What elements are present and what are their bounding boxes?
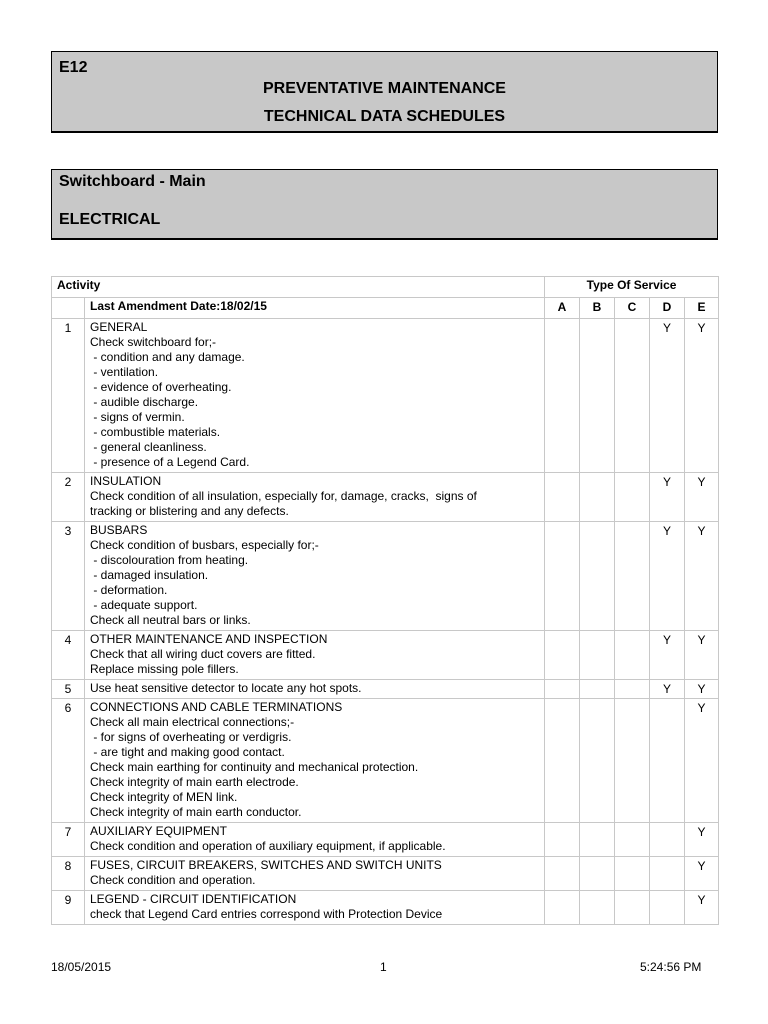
blank-cell <box>52 298 85 319</box>
service-b-cell <box>580 823 615 857</box>
activity-number: 8 <box>52 857 85 891</box>
service-c-cell <box>615 473 650 522</box>
activity-description <box>85 680 545 699</box>
service-c-cell <box>615 823 650 857</box>
service-col-e: E <box>685 298 719 319</box>
activity-description <box>85 473 545 522</box>
activity-line: - audible discharge. <box>90 395 199 409</box>
activity-number: 2 <box>52 473 85 522</box>
service-a-cell <box>545 857 580 891</box>
schedule-table <box>51 276 719 925</box>
activity-line: Check integrity of main earth electrode. <box>90 775 299 789</box>
activity-number: 9 <box>52 891 85 925</box>
activity-line: Check switchboard for;- <box>90 335 217 349</box>
activity-line: tracking or blistering and any defects. <box>90 504 289 518</box>
service-d-cell: Y <box>650 319 685 473</box>
activity-description <box>85 823 545 857</box>
footer-page-number: 1 <box>380 960 387 974</box>
service-a-cell <box>545 823 580 857</box>
service-b-cell <box>580 631 615 680</box>
activity-line: Check condition of all insulation, especially for, damage, cracks, signs of <box>90 489 477 503</box>
service-col-a: A <box>545 298 580 319</box>
service-d-cell: Y <box>650 473 685 522</box>
table-row <box>52 699 719 823</box>
service-b-cell <box>580 857 615 891</box>
activity-line: Check integrity of main earth conductor. <box>90 805 302 819</box>
activity-heading: BUSBARS <box>90 523 148 537</box>
service-type-header: Type Of Service <box>545 277 719 298</box>
service-b-cell <box>580 319 615 473</box>
activity-heading: CONNECTIONS AND CABLE TERMINATIONS <box>90 700 343 714</box>
service-a-cell <box>545 631 580 680</box>
activity-line: Check integrity of MEN link. <box>90 790 238 804</box>
service-d-cell: Y <box>650 680 685 699</box>
service-e-cell: Y <box>685 631 719 680</box>
activity-line: check that Legend Card entries correspond with Protection Device <box>90 907 443 921</box>
service-d-cell <box>650 857 685 891</box>
activity-heading: INSULATION <box>90 474 162 488</box>
footer-date: 18/05/2015 <box>51 960 112 974</box>
service-c-cell <box>615 522 650 631</box>
activity-number: 7 <box>52 823 85 857</box>
activity-line: - evidence of overheating. <box>90 380 232 394</box>
document-subtitle: TECHNICAL DATA SCHEDULES <box>263 108 506 125</box>
service-b-cell <box>580 522 615 631</box>
activity-line: - presence of a Legend Card. <box>90 455 250 469</box>
service-b-cell <box>580 891 615 925</box>
service-e-cell: Y <box>685 522 719 631</box>
activity-line: - for signs of overheating or verdigris. <box>90 730 292 744</box>
activity-description <box>85 699 545 823</box>
service-b-cell <box>580 473 615 522</box>
activity-number: 6 <box>52 699 85 823</box>
activity-description <box>85 891 545 925</box>
table-subheader-row <box>52 298 719 319</box>
section-header <box>51 169 718 239</box>
activity-line: Check condition of busbars, especially for;- <box>90 538 319 552</box>
activity-line: - combustible materials. <box>90 425 221 439</box>
activity-line: - ventilation. <box>90 365 159 379</box>
table-row <box>52 522 719 631</box>
activity-heading: Use heat sensitive detector to locate any hot spots. <box>90 681 362 695</box>
document-header <box>51 51 718 132</box>
table-row <box>52 891 719 925</box>
activity-line: - are tight and making good contact. <box>90 745 285 759</box>
activity-number: 1 <box>52 319 85 473</box>
service-e-cell: Y <box>685 473 719 522</box>
footer-time: 5:24:56 PM <box>640 960 702 974</box>
activity-line: - damaged insulation. <box>90 568 209 582</box>
activity-heading: LEGEND - CIRCUIT IDENTIFICATION <box>90 892 297 906</box>
service-d-cell: Y <box>650 631 685 680</box>
service-b-cell <box>580 680 615 699</box>
service-e-cell: Y <box>685 699 719 823</box>
activity-line: Check all neutral bars or links. <box>90 613 251 627</box>
activity-line: - general cleanliness. <box>90 440 207 454</box>
table-row <box>52 857 719 891</box>
table-row <box>52 680 719 699</box>
service-a-cell <box>545 319 580 473</box>
service-e-cell: Y <box>685 823 719 857</box>
service-e-cell: Y <box>685 319 719 473</box>
service-a-cell <box>545 473 580 522</box>
activity-heading: FUSES, CIRCUIT BREAKERS, SWITCHES AND SWITCH UNITS <box>90 858 442 872</box>
service-col-c: C <box>615 298 650 319</box>
activity-line: - signs of vermin. <box>90 410 185 424</box>
table-row <box>52 319 719 473</box>
category-name: ELECTRICAL <box>59 211 161 228</box>
service-d-cell <box>650 891 685 925</box>
service-d-cell <box>650 823 685 857</box>
activity-number: 3 <box>52 522 85 631</box>
service-c-cell <box>615 857 650 891</box>
activity-description <box>85 319 545 473</box>
activity-heading: OTHER MAINTENANCE AND INSPECTION <box>90 632 328 646</box>
activity-line: - adequate support. <box>90 598 198 612</box>
service-e-cell: Y <box>685 857 719 891</box>
activity-description <box>85 857 545 891</box>
service-a-cell <box>545 680 580 699</box>
service-c-cell <box>615 699 650 823</box>
service-b-cell <box>580 699 615 823</box>
activity-line: - condition and any damage. <box>90 350 245 364</box>
table-row <box>52 473 719 522</box>
activity-description <box>85 631 545 680</box>
activity-line: Check that all wiring duct covers are fitted. <box>90 647 316 661</box>
service-col-d: D <box>650 298 685 319</box>
table-row <box>52 823 719 857</box>
activity-header: Activity <box>52 277 545 298</box>
activity-line: - discolouration from heating. <box>90 553 249 567</box>
table-header-row <box>52 277 719 298</box>
activity-line: Check condition and operation. <box>90 873 256 887</box>
service-a-cell <box>545 891 580 925</box>
activity-heading: AUXILIARY EQUIPMENT <box>90 824 227 838</box>
activity-line: Replace missing pole fillers. <box>90 662 239 676</box>
activity-number: 5 <box>52 680 85 699</box>
table-row <box>52 631 719 680</box>
service-col-b: B <box>580 298 615 319</box>
service-d-cell: Y <box>650 522 685 631</box>
service-e-cell: Y <box>685 680 719 699</box>
activity-line: Check condition and operation of auxiliary equipment, if applicable. <box>90 839 446 853</box>
service-c-cell <box>615 680 650 699</box>
activity-number: 4 <box>52 631 85 680</box>
service-e-cell: Y <box>685 891 719 925</box>
document-code: E12 <box>59 59 88 76</box>
switchboard-name: Switchboard - Main <box>59 173 206 190</box>
service-a-cell <box>545 699 580 823</box>
activity-heading: GENERAL <box>90 320 148 334</box>
service-a-cell <box>545 522 580 631</box>
service-d-cell <box>650 699 685 823</box>
activity-line: Check all main electrical connections;- <box>90 715 295 729</box>
amendment-date: Last Amendment Date:18/02/15 <box>85 298 545 319</box>
service-c-cell <box>615 319 650 473</box>
service-c-cell <box>615 891 650 925</box>
activity-line: Check main earthing for continuity and mechanical protection. <box>90 760 419 774</box>
document-title: PREVENTATIVE MAINTENANCE <box>263 80 506 97</box>
service-c-cell <box>615 631 650 680</box>
activity-line: - deformation. <box>90 583 168 597</box>
activity-description <box>85 522 545 631</box>
